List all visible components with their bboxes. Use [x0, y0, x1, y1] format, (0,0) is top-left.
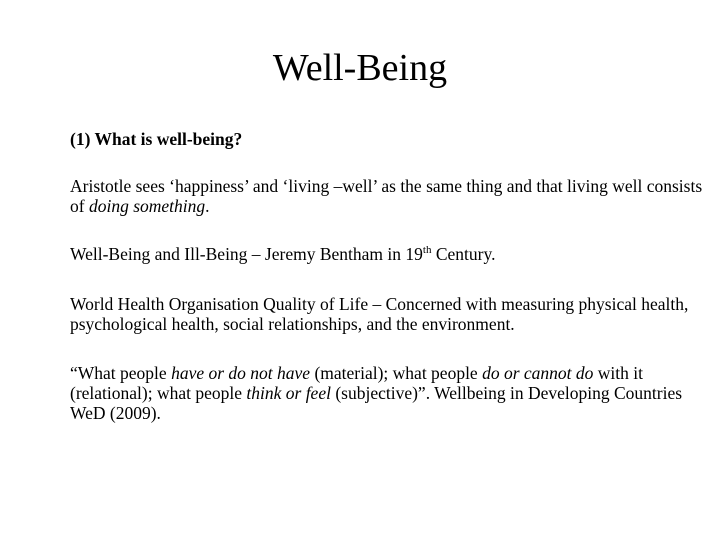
aristotle-text: Aristotle sees ‘happiness’ and ‘living –well’ as the same thing and that living well consists of [70, 176, 703, 216]
wed-text-3: with it (relational); what people [70, 363, 643, 403]
slide-title: Well-Being [272, 47, 448, 89]
paragraph-wed [70, 363, 710, 423]
aristotle-end: . [205, 196, 210, 216]
wed-text-1: “What people [70, 363, 172, 383]
bentham-superscript: th [422, 244, 432, 257]
bentham-end: Century. [431, 244, 496, 264]
aristotle-emphasis: doing something [88, 196, 206, 216]
wed-emphasis-3: think or feel [246, 383, 331, 403]
wed-text-4: (subjective)”. Wellbeing in Developing Countries WeD (2009). [70, 383, 683, 423]
question-heading: (1) What is well-being? [70, 129, 243, 149]
bentham-text: Well-Being and Ill-Being – Jeremy Bentham in 19 [70, 244, 423, 264]
paragraph-aristotle [70, 176, 710, 216]
wed-emphasis-1: have or do not have [171, 363, 311, 383]
slide-body [70, 129, 710, 423]
paragraph-who [70, 294, 710, 334]
wed-text-2: (material); what people [310, 363, 483, 383]
who-text: World Health Organisation Quality of Life – Concerned with measuring physical health, psychological health, social relationships, and the environment. [70, 294, 689, 334]
wed-emphasis-2: do or cannot do [482, 363, 594, 383]
paragraph-bentham [70, 244, 710, 264]
